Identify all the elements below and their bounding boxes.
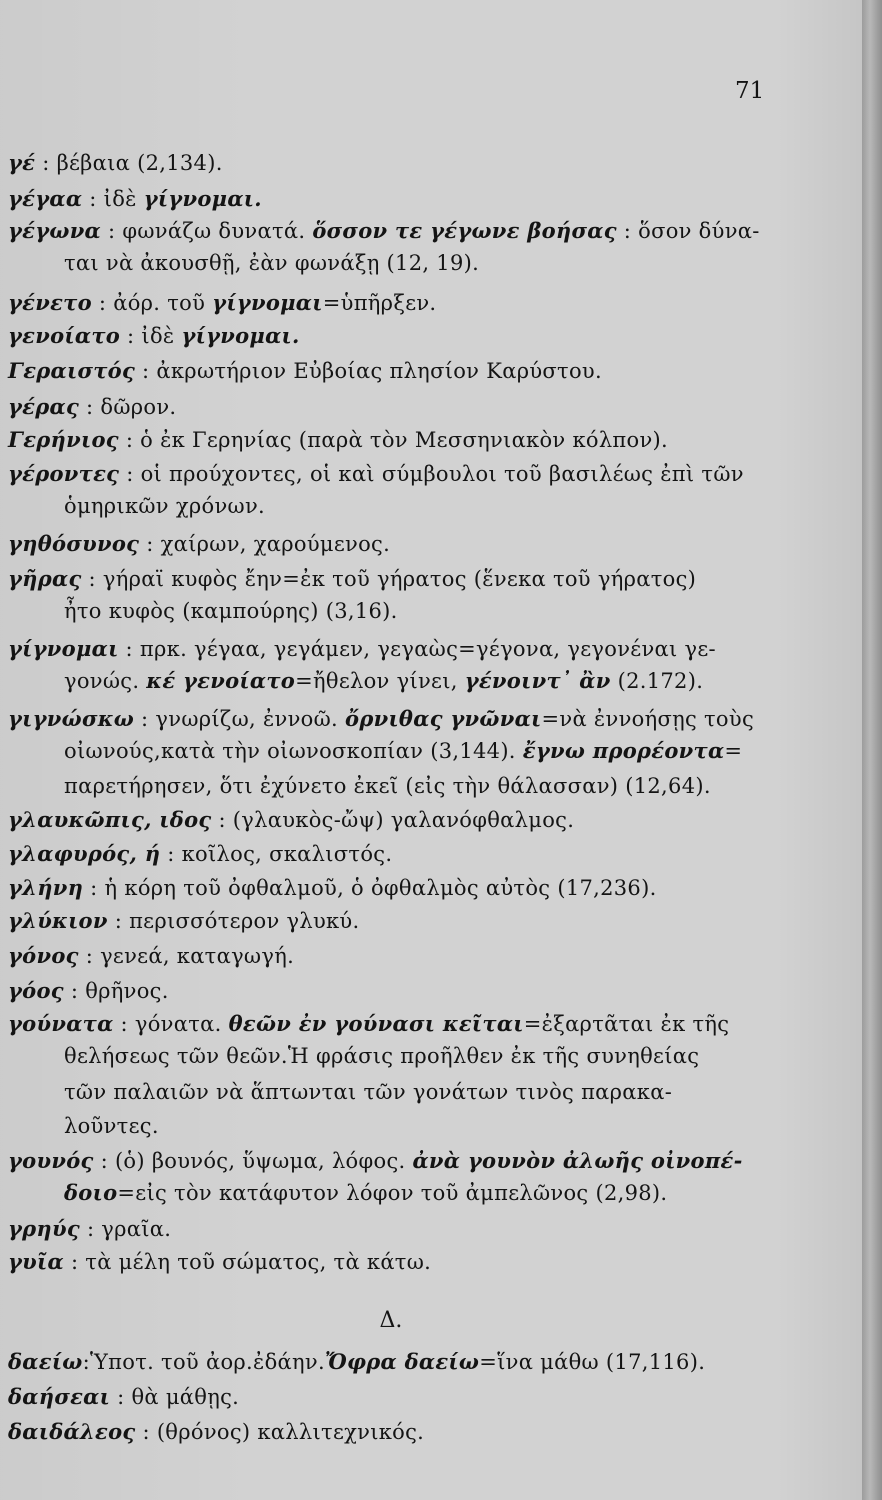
phrase: ἀνὰ γουνὸν ἀλωῆς οἰνοπέ-	[412, 1148, 743, 1173]
definition: οἱ προύχοντες, οἱ καὶ σύμβουλοι τοῦ βασιλέως ἐπὶ τῶν	[140, 462, 744, 486]
continuation: ὁμηρικῶν χρόνων.	[64, 494, 265, 518]
phrase: γένοιντ᾽ ἂν	[464, 668, 611, 693]
headword: γέρας	[8, 394, 80, 419]
entry-geras-old-age: γῆρας : γήραϊ κυφὸς ἔην=ἐκ τοῦ γήρατος (ἕνεκα τοῦ γήρατος) ἦτο κυφὸς (καμπούρης) (3,16).	[8, 563, 778, 627]
headword: γένετο	[8, 290, 92, 315]
headword: γενοίατο	[8, 323, 121, 348]
page-edge	[862, 0, 882, 1500]
headword: γέροντες	[8, 461, 120, 486]
definition: Ὑποτ. τοῦ ἀορ.ἐδάην.	[89, 1350, 325, 1374]
entry-gerontes: γέροντες : οἱ προύχοντες, οἱ καὶ σύμβουλοι τοῦ βασιλέως ἐπὶ τῶν ὁμηρικῶν χρόνων.	[8, 458, 778, 522]
definition: περισσότερον γλυκύ.	[129, 909, 360, 933]
definition: θρῆνος.	[85, 979, 169, 1003]
entry-genoiato: γενοίατο : ἰδὲ γίγνομαι.	[8, 323, 300, 348]
definition: τὰ μέλη τοῦ σώματος, τὰ κάτω.	[85, 1250, 432, 1274]
headword: γλαυκῶπις, ιδος	[8, 807, 212, 832]
headword: γλαφυρός, ή	[8, 841, 161, 866]
entry-geraistos: Γεραιστός : ἀκρωτήριον Εὐβοίας πλησίον Καρύστου.	[8, 358, 602, 383]
headword: γλύκιον	[8, 908, 108, 933]
definition: ἰδὲ	[103, 187, 144, 211]
definition: γήραϊ κυφὸς ἔην=ἐκ τοῦ γήρατος (ἕνεκα τοῦ γήρατος)	[102, 567, 697, 591]
entry-ge: γέ : βέβαια (2,134).	[8, 150, 223, 175]
definition: φωνάζω δυνατά.	[122, 219, 313, 243]
headword: γηθόσυνος	[8, 531, 140, 556]
headword: γρηύς	[8, 1216, 80, 1241]
definition: (ὁ) βουνός, ὕψωμα, λόφος.	[114, 1149, 413, 1173]
headword: γουνός	[8, 1148, 94, 1173]
entry-goos: γόος : θρῆνος.	[8, 978, 169, 1003]
continuation: γονώς. κέ γενοίατο=ἤθελον γίνει, γένοιντ᾽ ἂν (2.172).	[64, 668, 704, 693]
headword: γυῖα	[8, 1249, 64, 1274]
headword: Γερήνιος	[8, 427, 119, 452]
definition: πρκ. γέγαα, γεγάμεν, γεγαὼς=γέγονα, γεγονέναι γε-	[139, 637, 716, 661]
definition: γόνατα.	[134, 1012, 229, 1036]
headword: δαήσεαι	[8, 1384, 111, 1409]
phrase: Ὄφρα δαείω	[324, 1349, 480, 1374]
definition: γραῖα.	[101, 1217, 172, 1241]
definition: (θρόνος) καλλιτεχνικός.	[156, 1420, 425, 1444]
entry-gegaa: γέγαα : ἰδὲ γίγνομαι.	[8, 186, 262, 211]
entry-glykion: γλύκιον : περισσότερον γλυκύ.	[8, 908, 360, 933]
definition: ἀκρωτήριον Εὐβοίας πλησίον Καρύστου.	[156, 359, 602, 383]
headword: γλήνη	[8, 875, 84, 900]
definition: δῶρον.	[100, 395, 177, 419]
headword: γόος	[8, 978, 64, 1003]
continuation: δοιο=εἰς τὸν κατάφυτον λόφον τοῦ ἀμπελῶνος (2,98).	[64, 1180, 668, 1205]
definition: γενεά, καταγωγή.	[100, 944, 295, 968]
definition: ἀόρ. τοῦ	[113, 291, 213, 315]
continuation: ἦτο κυφὸς (καμπούρης) (3,16).	[64, 599, 398, 623]
entry-geras: γέρας : δῶρον.	[8, 394, 177, 419]
headword: γόνος	[8, 943, 79, 968]
definition: γνωρίζω, ἐννοῶ.	[155, 707, 346, 731]
phrase: ἔγνω προρέοντα	[522, 738, 725, 763]
definition: (γλαυκὸς-ὤψ) γαλανόφθαλμος.	[232, 808, 575, 832]
definition: χαίρων, χαρούμενος.	[160, 532, 391, 556]
phrase: γίγνομαι.	[143, 186, 262, 211]
phrase: γίγνομαι	[212, 290, 323, 315]
definition: θὰ μάθῃς.	[131, 1385, 240, 1409]
entry-gegona: γέγωνα : φωνάζω δυνατά. ὅσσον τε γέγωνε βοήσας : ὅσον δύνα- ται νὰ ἀκουσθῇ, ἐὰν φωνάξῃ (12, 19).	[8, 215, 778, 279]
entry-gounata: γούνατα : γόνατα. θεῶν ἐν γούνασι κεῖται=ἐξαρτᾶται ἐκ τῆς θελήσεως τῶν θεῶν.Ἡ φράσις προῆλθεν ἐκ τῆς συνηθείας	[8, 1008, 778, 1072]
entry-gounos: γουνός : (ὁ) βουνός, ὕψωμα, λόφος. ἀνὰ γουνὸν ἀλωῆς οἰνοπέ- δοιο=εἰς τὸν κατάφυτον λόφον τοῦ ἀμπελῶνος (2,98).	[8, 1145, 778, 1209]
continuation: οἰωνούς,κατὰ τὴν οἰωνοσκοπίαν (3,144). ἔγνω προρέοντα=	[64, 738, 743, 763]
phrase: θεῶν ἐν γούνασι κεῖται	[228, 1011, 524, 1036]
headword: δαείω	[8, 1349, 83, 1374]
entry-gonos: γόνος : γενεά, καταγωγή.	[8, 943, 295, 968]
headword: γίγνομαι	[8, 636, 119, 661]
continuation: λοῦντες.	[64, 1114, 159, 1138]
headword: γέ	[8, 150, 36, 175]
entry-gounata-cont-1	[8, 1076, 778, 1108]
continuation: τῶν παλαιῶν νὰ ἅπτωνται τῶν γονάτων τινὸς παρακα-	[64, 1080, 673, 1104]
entry-gignosko-cont	[8, 770, 778, 802]
headword: γέγωνα	[8, 218, 102, 243]
definition: ὁ ἐκ Γερηνίας (παρὰ τὸν Μεσσηνιακὸν κόλπον).	[140, 428, 669, 452]
entry-glaukopis: γλαυκῶπις, ιδος : (γλαυκὸς-ὤψ) γαλανόφθαλμος.	[8, 807, 575, 832]
headword: γιγνώσκω	[8, 706, 135, 731]
entry-glene: γλήνη : ἡ κόρη τοῦ ὀφθαλμοῦ, ὁ ὀφθαλμὸς αὐτὸς (17,236).	[8, 875, 657, 900]
entry-gignosko: γιγνώσκω : γνωρίζω, ἐννοῶ. ὄρνιθας γνῶναι=νὰ ἐννοήσῃς τοὺς οἰωνούς,κατὰ τὴν οἰωνοσκοπίαν (3,144). ἔγνω προρέοντα=	[8, 703, 778, 767]
headword: γέγαα	[8, 186, 83, 211]
entry-daeseai: δαήσεαι : θὰ μάθῃς.	[8, 1384, 240, 1409]
entry-geneto: γένετο : ἀόρ. τοῦ γίγνομαι=ὑπῆρξεν.	[8, 290, 437, 315]
definition: ἰδὲ	[141, 324, 182, 348]
headword: γῆρας	[8, 566, 82, 591]
continuation: ται νὰ ἀκουσθῇ, ἐὰν φωνάξῃ (12, 19).	[64, 251, 480, 275]
continuation: θελήσεως τῶν θεῶν.Ἡ φράσις προῆλθεν ἐκ τῆς συνηθείας	[64, 1044, 700, 1068]
entry-gyia: γυῖα : τὰ μέλη τοῦ σώματος, τὰ κάτω.	[8, 1249, 432, 1274]
entry-daeio: δαείω:Ὑποτ. τοῦ ἀορ.ἐδάην.Ὄφρα δαείω=ἵνα μάθω (17,116).	[8, 1349, 706, 1374]
headword: γούνατα	[8, 1011, 114, 1036]
entry-daidaleos: δαιδάλεος : (θρόνος) καλλιτεχνικός.	[8, 1419, 425, 1444]
phrase: ὄρνιθας γνῶναι	[345, 706, 542, 731]
entry-gounata-cont-2	[8, 1110, 778, 1142]
phrase: γίγνομαι.	[181, 323, 300, 348]
phrase: ὅσσον τε γέγωνε βοήσας	[312, 218, 617, 243]
continuation: παρετήρησεν, ὅτι ἐχύνετο ἐκεῖ (εἰς τὴν θάλασσαν) (12,64).	[64, 774, 711, 798]
definition: κοῖλος, σκαλιστός.	[181, 842, 393, 866]
entry-gignomai: γίγνομαι : πρκ. γέγαα, γεγάμεν, γεγαὼς=γέγονα, γεγονέναι γε- γονώς. κέ γενοίατο=ἤθελον γίνει, γένοιντ᾽ ἂν (2.172).	[8, 633, 778, 697]
entry-greus: γρηύς : γραῖα.	[8, 1216, 172, 1241]
phrase: κέ γενοίατο	[146, 668, 296, 693]
headword: δαιδάλεος	[8, 1419, 136, 1444]
phrase: δοιο	[64, 1180, 118, 1205]
section-letter: Δ.	[379, 1308, 403, 1333]
definition: ἡ κόρη τοῦ ὀφθαλμοῦ, ὁ ὀφθαλμὸς αὐτὸς (17,236).	[104, 876, 657, 900]
entry-gethosynos: γηθόσυνος : χαίρων, χαρούμενος.	[8, 531, 391, 556]
page-number: 71	[735, 78, 765, 104]
headword: Γεραιστός	[8, 358, 136, 383]
entry-glaphyros: γλαφυρός, ή : κοῖλος, σκαλιστός.	[8, 841, 393, 866]
definition: βέβαια (2,134).	[56, 151, 223, 175]
entry-gerenios: Γερήνιος : ὁ ἐκ Γερηνίας (παρὰ τὸν Μεσσηνιακὸν κόλπον).	[8, 427, 669, 452]
